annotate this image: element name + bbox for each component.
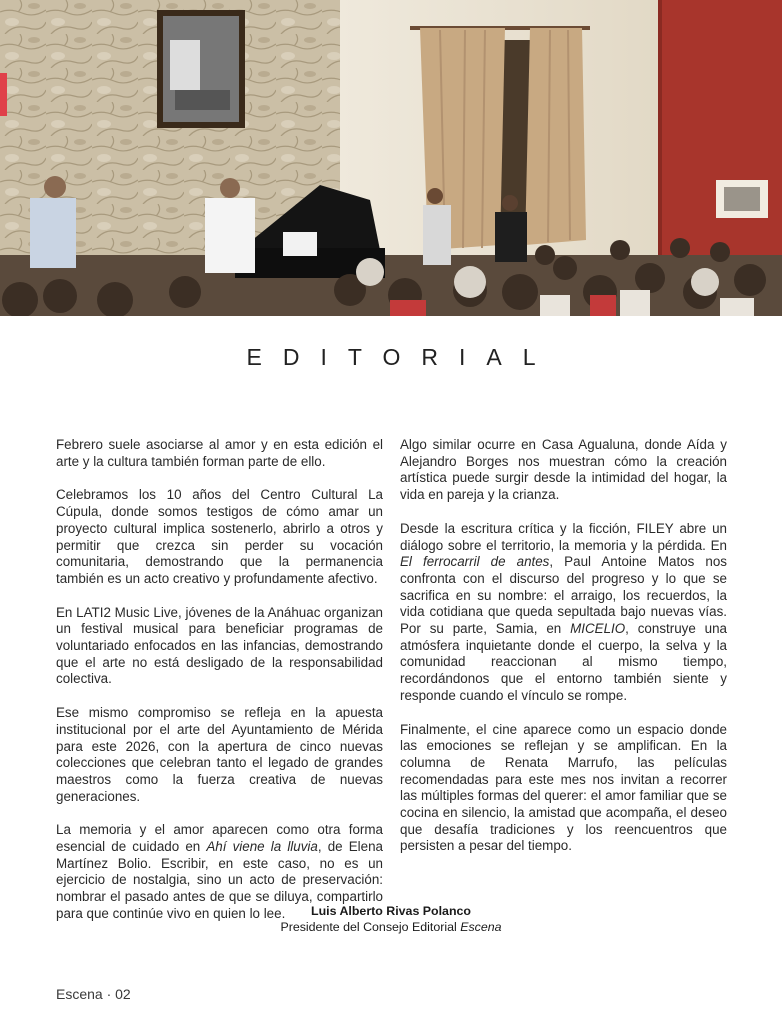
paragraph: Finalmente, el cine aparece como un espacio donde las emociones se reflejan y se amplifican. En la columna de Renata Marrufo, las películas recomendadas para este mes nos invitan a recorrer las múltiples formas del querer: el amor familiar que se cocina en silencio, la amistad que acompaña, el deseo que desafía tradiciones y los reencuentros que persisten a pesar del tiempo. <box>400 721 727 854</box>
author-name: Luis Alberto Rivas Polanco <box>311 904 471 918</box>
paragraph: Febrero suele asociarse al amor y en esta edición el arte y la cultura también forman parte de ello. <box>56 437 383 469</box>
book-title: MICELIO <box>570 621 626 637</box>
paragraph: En LATI2 Music Live, jóvenes de la Anáhuac organizan un festival musical para beneficiar programas de voluntariado enfocados en las infancias, demostrando que el arte no está desligado de la responsabilidad colectiva. <box>56 604 383 687</box>
text-column-left <box>56 437 383 923</box>
paragraph: Celebramos los 10 años del Centro Cultural La Cúpula, donde somos testigos de cómo amar un proyecto cultural implica sostenerlo, abrirlo a otros y permitir que crezca sin perder su vocación comunitaria, demostrando que la permanencia también es un acto creativo y profundamente afectivo. <box>56 487 383 586</box>
paragraph: Ese mismo compromiso se refleja en la apuesta institucional por el arte del Ayuntamiento de Mérida para este 2026, con la apertura de cinco nuevas colecciones que celebran tanto el legado de grandes maestros como la fuerza creativa de nuevas generaciones. <box>56 705 383 804</box>
page-number: Escena · 02 <box>56 986 131 1002</box>
paragraph: Algo similar ocurre en Casa Agualuna, donde Aída y Alejandro Borges nos muestran cómo la creación artística puede surgir desde la intimidad del hogar, la vida en pareja y la crianza. <box>400 437 727 503</box>
hero-photo <box>0 0 782 316</box>
book-title: El ferrocarril de antes <box>400 554 550 570</box>
magazine-name: Escena <box>460 920 502 934</box>
paragraph: Desde la escritura crítica y la ficción, FILEY abre un diálogo sobre el territorio, la memoria y la pérdida. En El ferrocarril de antes, Paul Antoine Matos nos confronta con el discurso del progreso y lo que se sacrifica en su nombre: el arraigo, los recuerdos, la vida cotidiana que queda sepultada bajo nuevas vías. Por su parte, Samia, en MICELIO, construye una atmósfera inquietante donde el cuerpo, la selva y la comunidad reaccionan al mismo tiempo, recordándonos que el entorno también siente y responde cuando el vínculo se rompe. <box>400 520 727 703</box>
paragraph: La memoria y el amor aparecen como otra forma esencial de cuidado en Ahí viene la lluvia, de Elena Martínez Bolio. Escribir, en este caso, no es un ejercicio de nostalgia, sino un acto de preservación: nombrar el pasado antes de que se diluya, compartirlo para que continúe vivo en quien lo lee. <box>56 822 383 921</box>
signature-block <box>0 903 782 935</box>
page-title: EDITORIAL <box>246 344 557 370</box>
section-marker <box>0 73 7 116</box>
event-photo-icon <box>0 0 782 316</box>
author-role: Presidente del Consejo Editorial Escena <box>280 920 502 934</box>
book-title: Ahí viene la lluvia <box>206 839 318 855</box>
text-column-right <box>400 437 727 855</box>
